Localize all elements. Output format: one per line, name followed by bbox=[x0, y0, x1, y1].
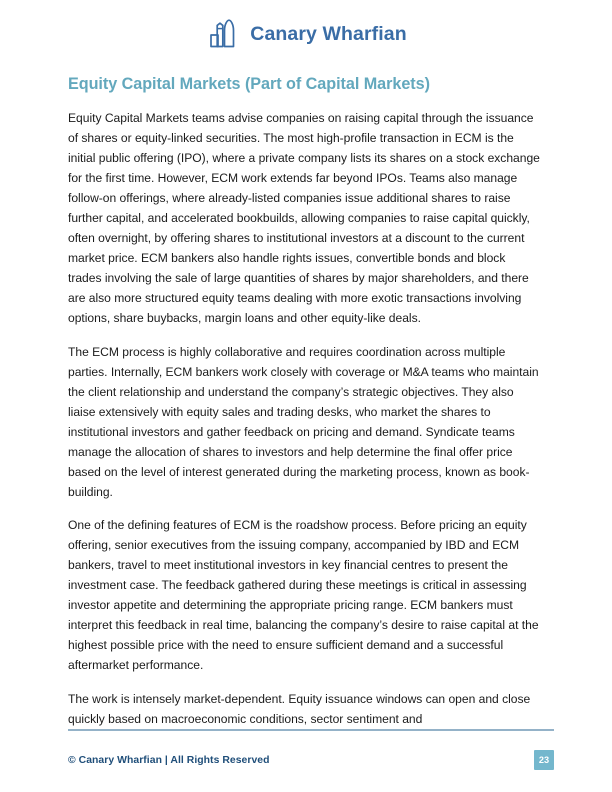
footer-row bbox=[68, 750, 554, 770]
page-title: Equity Capital Markets (Part of Capital Markets) bbox=[68, 75, 430, 93]
brand-logo bbox=[205, 16, 406, 52]
footer-divider bbox=[68, 729, 554, 731]
page-number-badge: 23 bbox=[534, 750, 554, 770]
page-content bbox=[68, 74, 540, 729]
body-paragraph: The ECM process is highly collaborative and requires coordination across multiple parties. Internally, ECM bankers work closely with coverage or M&A teams who maintain the client relationship and understand the company’s strategic objectives. They also liaise extensively with equity sales and trading desks, who market the shares to institutional investors and gather feedback on pricing and demand. Syndicate teams manage the allocation of shares to investors and help determine the final offer price based on the level of interest generated during the marketing process, known as book-building. bbox=[68, 344, 539, 499]
copyright-text: © Canary Wharfian | All Rights Reserved bbox=[68, 754, 270, 766]
canary-wharf-towers-icon bbox=[205, 16, 241, 52]
body-paragraph: Equity Capital Markets teams advise companies on raising capital through the issuance of shares or equity-linked securities. The most high-profile transaction in ECM is the initial public offering (IPO), where a private company lists its shares on a stock exchange for the first time. However, ECM work extends far beyond IPOs. Teams also manage follow-on offerings, where already-listed companies issue additional shares to raise further capital, and accelerated bookbuilds, allowing companies to raise capital quickly, often overnight, by offering shares to institutional investors at a discount to the current market price. ECM bankers also handle rights issues, convertible bonds and block trades involving the sale of large quantities of shares by major shareholders, and there are also more structured equity teams dealing with more exotic transactions involving options, share buybacks, margin loans and other equity-like deals. bbox=[68, 111, 540, 326]
body-paragraph: The work is intensely market-dependent. Equity issuance windows can open and close quickly based on macroeconomic conditions, sector sentiment and bbox=[68, 691, 531, 726]
body-paragraph: One of the defining features of ECM is the roadshow process. Before pricing an equity offering, senior executives from the issuing company, accompanied by IBD and ECM bankers, travel to meet institutional investors in key financial centres to present the investment case. The feedback gathered during these meetings is critical in assessing investor appetite and determining the appropriate pricing range. ECM bankers must interpret this feedback in real time, balancing the company’s desire to raise capital at the highest possible price with the need to ensure sufficient demand and a successful aftermarket performance. bbox=[68, 518, 539, 673]
page-footer bbox=[68, 729, 554, 770]
brand-name: Canary Wharfian bbox=[250, 22, 407, 45]
page-header bbox=[0, 0, 612, 68]
